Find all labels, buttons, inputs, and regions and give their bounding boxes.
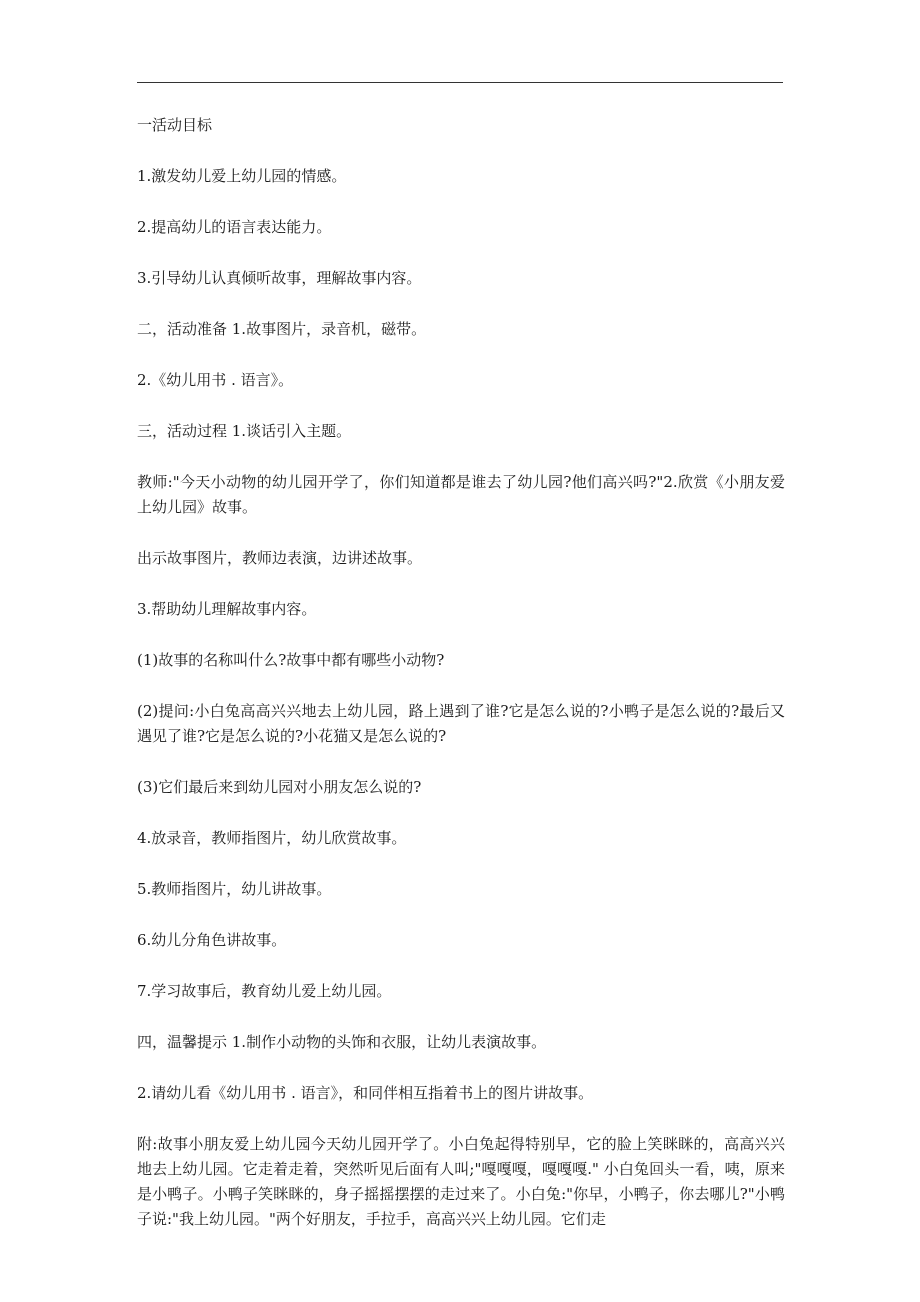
paragraph: (3)它们最后来到幼儿园对小朋友怎么说的? [137,778,422,796]
document-body [137,113,785,1258]
paragraph: 7.学习故事后，教育幼儿爱上幼儿园。 [137,982,392,1000]
paragraph: 教师:"今天小动物的幼儿园开学了，你们知道都是谁去了幼儿园?他们高兴吗?"2.欣赏《小朋友爱上幼儿园》故事。 [137,473,785,516]
section-title-tips: 四，温馨提示 1.制作小动物的头饰和衣服，让幼儿表演故事。 [137,1033,547,1051]
section-title-process: 三，活动过程 1.谈话引入主题。 [137,422,352,440]
paragraph: 1.激发幼儿爱上幼儿园的情感。 [137,167,347,185]
paragraph: 4.放录音，教师指图片，幼儿欣赏故事。 [137,829,407,847]
paragraph: 2.请幼儿看《幼儿用书 . 语言》，和同伴相互指着书上的图片讲故事。 [137,1084,594,1102]
paragraph: (1)故事的名称叫什么?故事中都有哪些小动物? [137,651,445,669]
paragraph: 2.提高幼儿的语言表达能力。 [137,218,332,236]
section-title-preparation: 二，活动准备 1.故事图片，录音机，磁带。 [137,320,427,338]
paragraph: 3.帮助幼儿理解故事内容。 [137,600,317,618]
paragraph: 6.幼儿分角色讲故事。 [137,931,287,949]
paragraph: 出示故事图片，教师边表演，边讲述故事。 [137,549,423,567]
paragraph: 5.教师指图片，幼儿讲故事。 [137,880,332,898]
story-paragraph: 附:故事小朋友爱上幼儿园今天幼儿园开学了。小白兔起得特别早，它的脸上笑眯眯的，高高兴兴地去上幼儿园。它走着走着，突然听见后面有人叫;"嘎嘎嘎，嘎嘎嘎." 小白兔回头一看，咦，原来是小鸭子。小鸭子笑眯眯的，身子摇摇摆摆的走过来了。小白兔:"你早，小鸭子，你去哪儿?"小鸭子说:"我上幼儿园。"两个好朋友，手拉手，高高兴兴上幼儿园。它们走 [137,1135,785,1228]
paragraph: (2)提问:小白兔高高兴兴地去上幼儿园，路上遇到了谁?它是怎么说的?小鸭子是怎么说的?最后又遇见了谁?它是怎么说的?小花猫又是怎么说的? [137,702,785,745]
paragraph: 2.《幼儿用书 . 语言》。 [137,371,294,389]
header-rule [137,82,783,83]
paragraph: 3.引导幼儿认真倾听故事，理解故事内容。 [137,269,422,287]
section-title-goals: 一活动目标 [137,116,213,134]
